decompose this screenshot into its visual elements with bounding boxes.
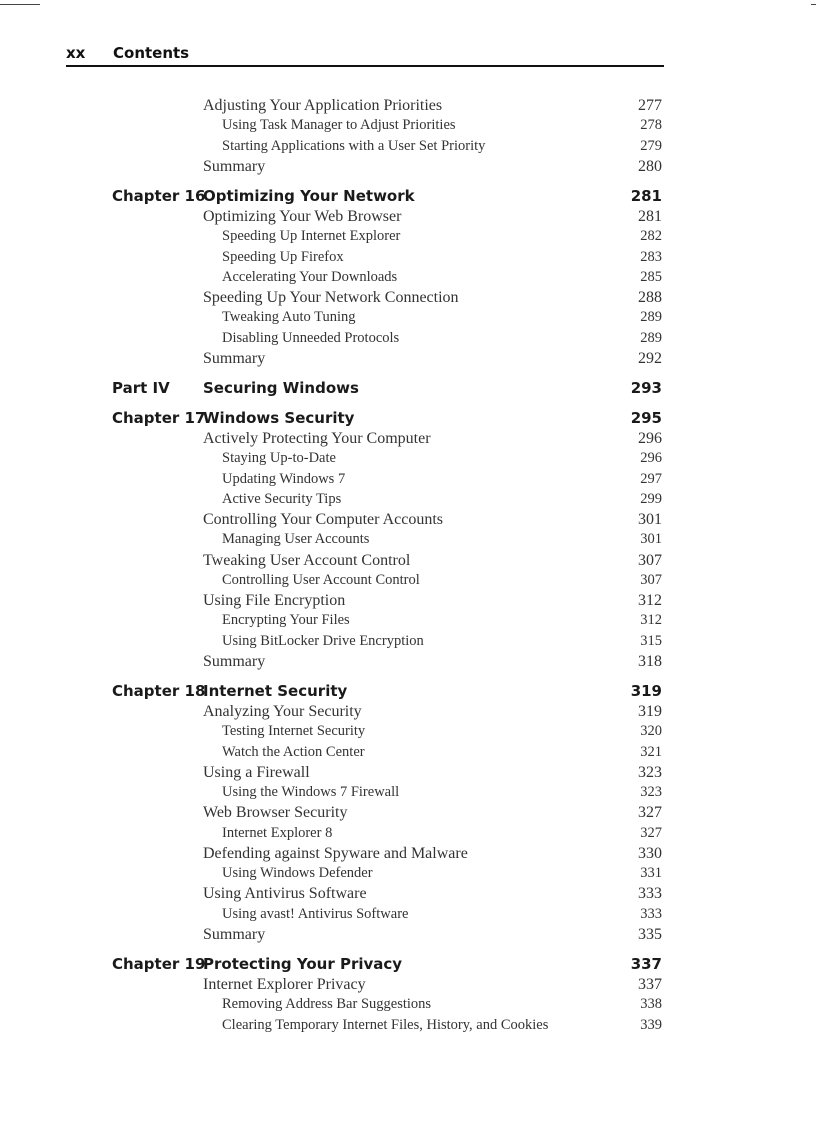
toc-section — [0, 430, 816, 450]
entry-title: Using the Windows 7 Firewall — [222, 784, 400, 800]
toc-subsection — [0, 330, 816, 350]
entry-title: Windows Security — [203, 409, 355, 427]
toc-section — [0, 158, 816, 178]
toc-subsection — [0, 996, 816, 1016]
chapter-label: Chapter 19 — [112, 955, 206, 973]
entry-page-number: 307 — [640, 571, 662, 588]
entry-title: Removing Address Bar Suggestions — [222, 996, 432, 1013]
entry-page-number: 282 — [640, 228, 662, 245]
toc-subsection — [0, 450, 816, 470]
entry-page-number: 333 — [638, 885, 662, 903]
entry-title: Encrypting Your Files — [222, 612, 350, 629]
entry-page-number: 338 — [640, 996, 662, 1013]
toc-subsection — [0, 138, 816, 158]
entry-page-number: 323 — [638, 763, 662, 781]
entry-title: Summary — [203, 652, 266, 670]
toc-subsection — [0, 723, 816, 743]
toc-section — [0, 926, 816, 946]
toc-subsection — [0, 117, 816, 137]
entry-title: Using Task Manager to Adjust Priorities — [222, 117, 456, 134]
entry-title: Using a Firewall — [203, 763, 310, 781]
toc-section — [0, 289, 816, 309]
entry-title: Using avast! Antivirus Software — [222, 905, 409, 922]
entry-title: Controlling Your Computer Accounts — [203, 511, 444, 528]
entry-page-number: 292 — [638, 349, 662, 367]
entry-title: Summary — [203, 157, 266, 175]
entry-title: Active Security Tips — [222, 490, 342, 507]
toc-subsection — [0, 249, 816, 269]
toc-section — [0, 97, 816, 117]
entry-title: Defending against Spyware and Malware — [203, 844, 468, 862]
part-label: Part IV — [112, 379, 170, 397]
toc-section — [0, 804, 816, 824]
entry-page-number: 312 — [640, 612, 662, 629]
toc-section — [0, 653, 816, 673]
header-rule — [66, 65, 664, 67]
header-page-number: xx — [66, 44, 86, 62]
entry-title: Tweaking User Account Control — [203, 551, 411, 569]
entry-title: Internet Explorer 8 — [222, 824, 333, 841]
toc-subsection — [0, 471, 816, 491]
entry-page-number: 285 — [640, 268, 662, 285]
entry-page-number: 296 — [638, 430, 662, 447]
entry-page-number: 299 — [640, 490, 662, 507]
entry-title: Analyzing Your Security — [203, 703, 362, 720]
toc-section — [0, 208, 816, 228]
toc-section — [0, 976, 816, 996]
entry-page-number: 318 — [638, 652, 662, 670]
entry-title: Managing User Accounts — [222, 531, 370, 548]
entry-page-number: 312 — [638, 592, 662, 609]
toc-subsection — [0, 531, 816, 551]
entry-page-number: 330 — [638, 844, 662, 862]
entry-title: Testing Internet Security — [222, 723, 366, 740]
toc-subsection — [0, 744, 816, 764]
toc-section — [0, 350, 816, 370]
entry-page-number: 280 — [638, 157, 662, 175]
entry-title: Clearing Temporary Internet Files, History, and Cookies — [222, 1016, 549, 1033]
toc-subsection — [0, 784, 816, 804]
entry-page-number: 320 — [640, 723, 662, 740]
entry-page-number: 279 — [640, 137, 662, 154]
entry-page-number: 296 — [640, 450, 662, 467]
toc-section — [0, 703, 816, 723]
toc-section — [0, 511, 816, 531]
entry-title: Accelerating Your Downloads — [222, 268, 398, 285]
toc-section — [0, 885, 816, 905]
chapter-heading — [0, 409, 816, 429]
entry-title: Updating Windows 7 — [222, 470, 346, 487]
entry-page-number: 277 — [638, 97, 662, 114]
part-heading — [0, 379, 816, 399]
toc-subsection — [0, 309, 816, 329]
toc-subsection — [0, 491, 816, 511]
entry-page-number: 289 — [640, 329, 662, 346]
toc-section — [0, 764, 816, 784]
chapter-heading — [0, 682, 816, 702]
chapter-label: Chapter 18 — [112, 682, 206, 700]
entry-title: Using BitLocker Drive Encryption — [222, 632, 424, 649]
entry-title: Adjusting Your Application Priorities — [203, 97, 443, 114]
entry-title: Watch the Action Center — [222, 743, 365, 760]
toc-subsection — [0, 572, 816, 592]
entry-page-number: 319 — [630, 682, 662, 700]
chapter-label: Chapter 17 — [112, 409, 206, 427]
entry-page-number: 323 — [640, 784, 662, 800]
entry-title: Using File Encryption — [203, 592, 346, 609]
entry-title: Summary — [203, 925, 266, 943]
entry-title: Staying Up-to-Date — [222, 450, 336, 467]
toc-subsection — [0, 228, 816, 248]
entry-title: Controlling User Account Control — [222, 571, 420, 588]
entry-title: Summary — [203, 349, 266, 367]
entry-title: Speeding Up Your Network Connection — [203, 289, 459, 306]
entry-title: Optimizing Your Network — [203, 187, 415, 205]
entry-page-number: 335 — [638, 925, 662, 943]
entry-title: Optimizing Your Web Browser — [203, 208, 402, 225]
running-header — [66, 44, 664, 66]
chapter-heading — [0, 187, 816, 207]
entry-title: Tweaking Auto Tuning — [222, 309, 356, 326]
toc-subsection — [0, 906, 816, 926]
chapter-label: Chapter 16 — [112, 187, 206, 205]
entry-title: Internet Security — [203, 682, 348, 700]
toc-subsection — [0, 612, 816, 632]
toc-subsection — [0, 269, 816, 289]
crop-mark-left — [0, 4, 40, 5]
entry-page-number: 289 — [640, 309, 662, 326]
entry-page-number: 301 — [638, 511, 662, 528]
chapter-heading — [0, 955, 816, 975]
entry-page-number: 283 — [640, 248, 662, 265]
entry-page-number: 339 — [640, 1016, 662, 1033]
entry-title: Disabling Unneeded Protocols — [222, 329, 400, 346]
entry-page-number: 315 — [640, 632, 662, 649]
entry-page-number: 293 — [630, 379, 662, 397]
entry-page-number: 327 — [638, 804, 662, 822]
entry-page-number: 288 — [638, 289, 662, 306]
entry-page-number: 307 — [638, 551, 662, 569]
toc-subsection — [0, 825, 816, 845]
entry-page-number: 295 — [630, 409, 662, 427]
entry-page-number: 319 — [638, 703, 662, 720]
entry-page-number: 321 — [640, 743, 662, 760]
entry-page-number: 297 — [640, 470, 662, 487]
entry-title: Protecting Your Privacy — [203, 955, 403, 973]
entry-page-number: 327 — [640, 824, 662, 841]
toc-section — [0, 845, 816, 865]
entry-title: Starting Applications with a User Set Priority — [222, 137, 486, 154]
entry-title: Speeding Up Firefox — [222, 248, 344, 265]
entry-title: Using Windows Defender — [222, 865, 373, 881]
entry-page-number: 278 — [640, 117, 662, 134]
toc-subsection — [0, 1017, 816, 1037]
entry-title: Securing Windows — [203, 379, 359, 397]
entry-page-number: 337 — [638, 976, 662, 993]
entry-title: Internet Explorer Privacy — [203, 976, 366, 993]
header-title: Contents — [113, 44, 190, 62]
entry-title: Actively Protecting Your Computer — [203, 430, 431, 447]
toc-subsection — [0, 865, 816, 885]
entry-page-number: 281 — [638, 208, 662, 225]
entry-title: Speeding Up Internet Explorer — [222, 228, 401, 245]
toc-section — [0, 552, 816, 572]
entry-page-number: 337 — [630, 955, 662, 973]
entry-page-number: 331 — [640, 865, 662, 881]
entry-page-number: 281 — [630, 187, 662, 205]
entry-title: Web Browser Security — [203, 804, 348, 822]
crop-mark-right — [811, 4, 816, 5]
toc-subsection — [0, 633, 816, 653]
entry-page-number: 333 — [640, 905, 662, 922]
entry-title: Using Antivirus Software — [203, 885, 367, 903]
entry-page-number: 301 — [640, 531, 662, 548]
toc-section — [0, 592, 816, 612]
